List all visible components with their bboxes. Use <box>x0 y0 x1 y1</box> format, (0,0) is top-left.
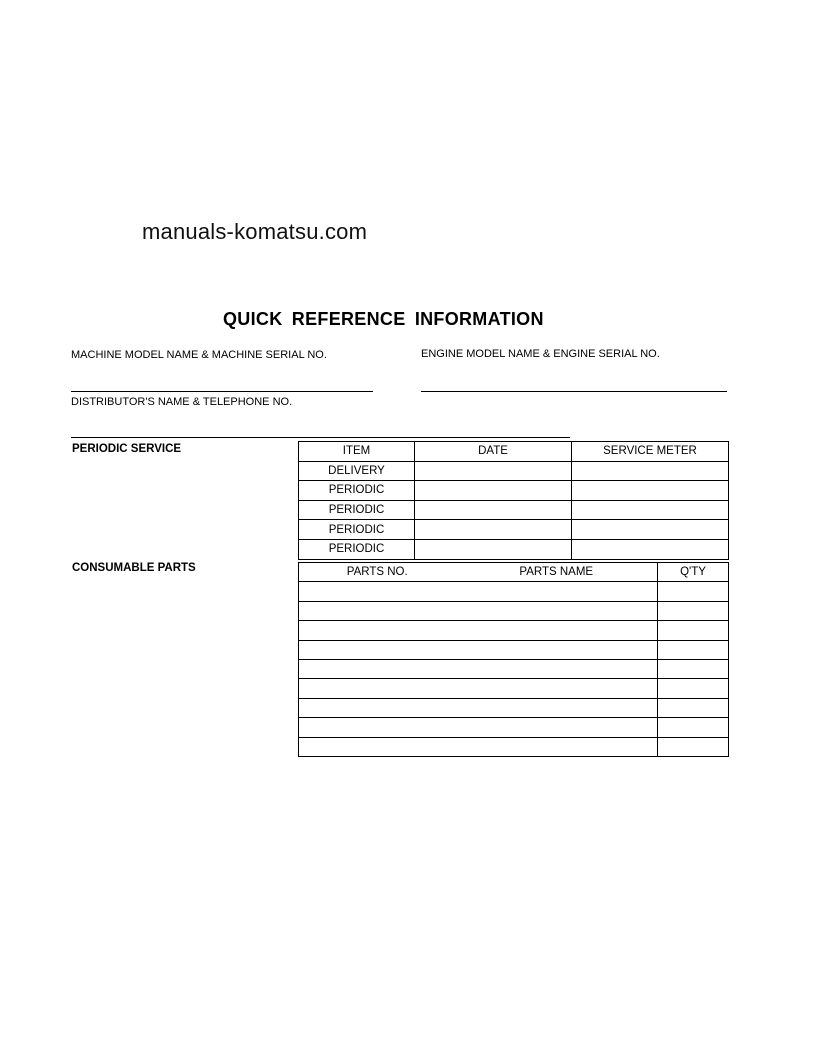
service-meter-cell[interactable] <box>572 500 729 520</box>
table-row <box>299 737 729 756</box>
part-entry-cell[interactable] <box>299 737 658 756</box>
table-row <box>299 659 729 678</box>
consumable-parts-heading: CONSUMABLE PARTS <box>72 562 196 574</box>
service-meter-cell[interactable] <box>572 520 729 540</box>
qty-cell[interactable] <box>658 659 729 678</box>
service-meter-cell[interactable] <box>572 461 729 481</box>
part-entry-cell[interactable] <box>299 718 658 737</box>
part-entry-cell[interactable] <box>299 621 658 640</box>
qty-cell[interactable] <box>658 737 729 756</box>
qty-cell[interactable] <box>658 679 729 698</box>
part-entry-cell[interactable] <box>299 679 658 698</box>
date-cell[interactable] <box>415 539 572 559</box>
column-header-qty: Q'TY <box>658 563 729 582</box>
item-cell: PERIODIC <box>299 500 415 520</box>
item-cell: PERIODIC <box>299 520 415 540</box>
part-entry-cell[interactable] <box>299 659 658 678</box>
column-header-parts-no: PARTS NO. <box>299 563 456 582</box>
qty-cell[interactable] <box>658 698 729 717</box>
watermark-text: manuals-komatsu.com <box>142 219 368 244</box>
engine-model-line <box>421 391 727 392</box>
column-header-parts-name: PARTS NAME <box>456 563 658 582</box>
part-entry-cell[interactable] <box>299 698 658 717</box>
distributor-field[interactable] <box>71 424 570 436</box>
table-row <box>299 679 729 698</box>
table-row <box>299 539 729 559</box>
periodic-service-table <box>298 441 729 560</box>
part-entry-cell[interactable] <box>299 640 658 659</box>
page-title: QUICK REFERENCE INFORMATION <box>223 309 544 329</box>
table-row <box>299 582 729 601</box>
date-cell[interactable] <box>415 520 572 540</box>
table-row <box>299 698 729 717</box>
date-cell[interactable] <box>415 500 572 520</box>
part-entry-cell[interactable] <box>299 601 658 620</box>
distributor-label: DISTRIBUTOR'S NAME & TELEPHONE NO. <box>71 396 293 408</box>
table-row <box>299 621 729 640</box>
item-cell: PERIODIC <box>299 539 415 559</box>
qty-cell[interactable] <box>658 640 729 659</box>
distributor-line <box>71 437 570 438</box>
date-cell[interactable] <box>415 461 572 481</box>
service-meter-cell[interactable] <box>572 481 729 501</box>
table-row <box>299 640 729 659</box>
qty-cell[interactable] <box>658 718 729 737</box>
engine-model-label: ENGINE MODEL NAME & ENGINE SERIAL NO. <box>421 348 660 360</box>
periodic-service-heading: PERIODIC SERVICE <box>72 443 182 455</box>
part-entry-cell[interactable] <box>299 582 658 601</box>
qty-cell[interactable] <box>658 582 729 601</box>
qty-cell[interactable] <box>658 601 729 620</box>
column-header-item: ITEM <box>299 442 415 462</box>
table-row <box>299 461 729 481</box>
consumable-parts-table <box>298 562 729 757</box>
column-header-date: DATE <box>415 442 572 462</box>
service-meter-cell[interactable] <box>572 539 729 559</box>
table-header-row <box>299 563 729 582</box>
item-cell: DELIVERY <box>299 461 415 481</box>
machine-model-label: MACHINE MODEL NAME & MACHINE SERIAL NO. <box>71 349 327 361</box>
qty-cell[interactable] <box>658 621 729 640</box>
machine-model-field[interactable] <box>71 378 373 390</box>
table-row <box>299 520 729 540</box>
table-row <box>299 500 729 520</box>
table-header-row <box>299 442 729 462</box>
date-cell[interactable] <box>415 481 572 501</box>
table-row <box>299 718 729 737</box>
machine-model-line <box>71 391 373 392</box>
engine-model-field[interactable] <box>421 378 727 390</box>
table-row <box>299 601 729 620</box>
table-row <box>299 481 729 501</box>
item-cell: PERIODIC <box>299 481 415 501</box>
column-header-service-meter: SERVICE METER <box>572 442 729 462</box>
